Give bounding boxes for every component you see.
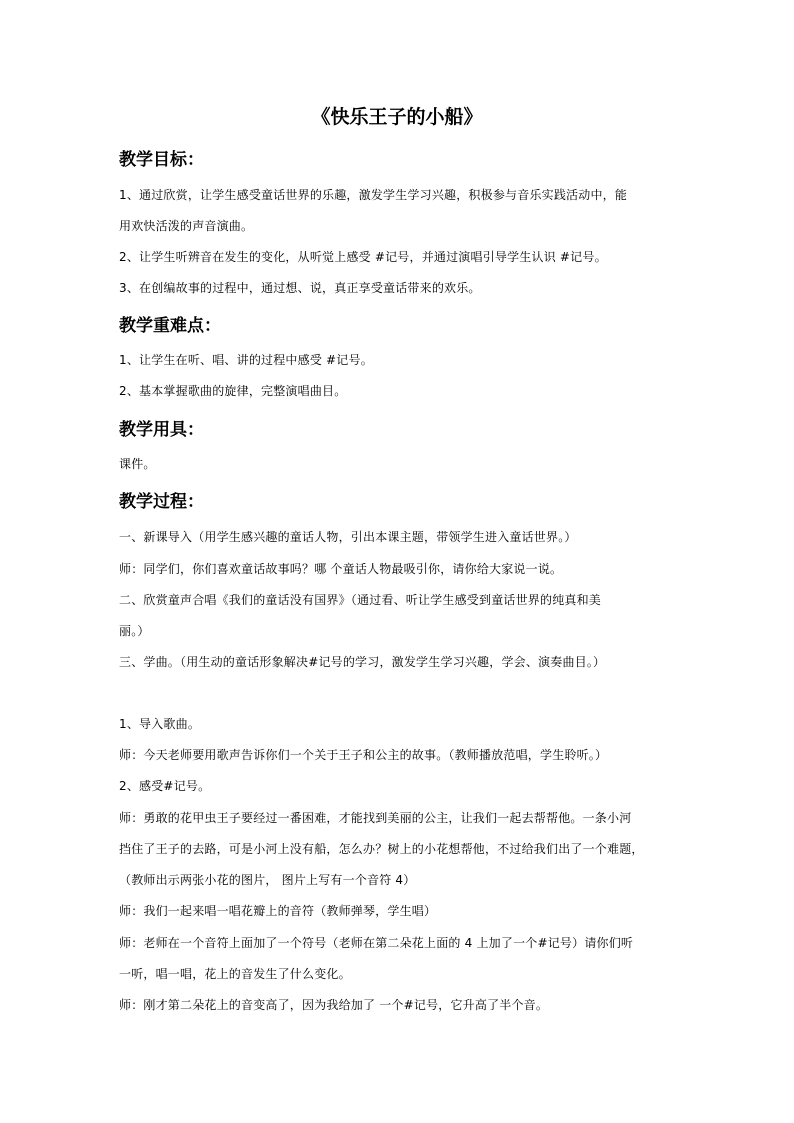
section-heading-objectives: 教学目标： (119, 150, 204, 170)
paragraph-line: 师：今天老师要用歌声告诉你们一个关于王子和公主的故事。（教师播放范唱，学生聆听。） (119, 748, 608, 762)
paragraph-line: 1、让学生在听、唱、讲的过程中感受 #记号。 (119, 353, 373, 367)
section-heading-key-points: 教学重难点： (119, 316, 221, 336)
paragraph-line: 1、导入歌曲。 (119, 717, 201, 731)
paragraph-line: 1、通过欣赏，让学生感受童话世界的乐趣，激发学生学习兴趣，积极参与音乐实践活动中，能 (119, 188, 628, 202)
paragraph-line: 师：我们一起来唱一唱花瓣上的音符（教师弹琴，学生唱） (119, 904, 437, 918)
paragraph-line: 师：勇敢的花甲虫王子要经过一番困难，才能找到美丽的公主，让我们一起去帮帮他。一条小河 (119, 811, 632, 825)
paragraph-line: 三、学曲。（用生动的童话形象解决#记号的学习，激发学生学习兴趣，学会、演奏曲目。） (119, 655, 606, 669)
paragraph-line: 挡住了王子的去路，可是小河上没有船，怎么办？树上的小花想帮他，不过给我们出了一个难题， (119, 842, 644, 856)
paragraph-line: 一、新课导入（用学生感兴趣的童话人物，引出本课主题，带领学生进入童话世界。） (119, 530, 577, 544)
document-title: 《快乐王子的小船》 (311, 106, 483, 128)
section-heading-process: 教学过程： (119, 492, 204, 512)
section-heading-tools: 教学用具： (119, 420, 204, 440)
paragraph-line: 2、让学生听辨音在发生的变化，从听觉上感受 #记号，并通过演唱引导学生认识 #记号。 (119, 250, 607, 264)
paragraph-line: 课件。 (119, 457, 156, 471)
paragraph-line: 用欢快活泼的声音演曲。 (119, 219, 254, 233)
paragraph-line: 3、在创编故事的过程中，通过想、说，真正享受童话带来的欢乐。 (119, 281, 481, 295)
paragraph-line: 2、感受#记号。 (119, 779, 211, 793)
paragraph-line: 师：老师在一个音符上面加了一个符号（老师在第二朵花上面的 4 上加了一个#记号）请你们听 (119, 936, 634, 950)
paragraph-line: 师：刚才第二朵花上的音变高了，因为我给加了 一个#记号，它升高了半个音。 (119, 998, 549, 1012)
paragraph-line: 丽。） (119, 624, 150, 638)
paragraph-line: 二、欣赏童声合唱《我们的童话没有国界》（通过看、听让学生感受到童话世界的纯真和美 (119, 593, 602, 607)
paragraph-line: 一听，唱一唱，花上的音发生了什么变化。 (119, 967, 351, 981)
paragraph-line: 2、基本掌握歌曲的旋律，完整演唱曲目。 (119, 384, 347, 398)
paragraph-line: （教师出示两张小花的图片， 图片上写有一个音符 4） (119, 873, 416, 887)
paragraph-line: 师：同学们，你们喜欢童话故事吗？哪 个童话人物最吸引你，请你给大家说一说。 (119, 562, 563, 576)
